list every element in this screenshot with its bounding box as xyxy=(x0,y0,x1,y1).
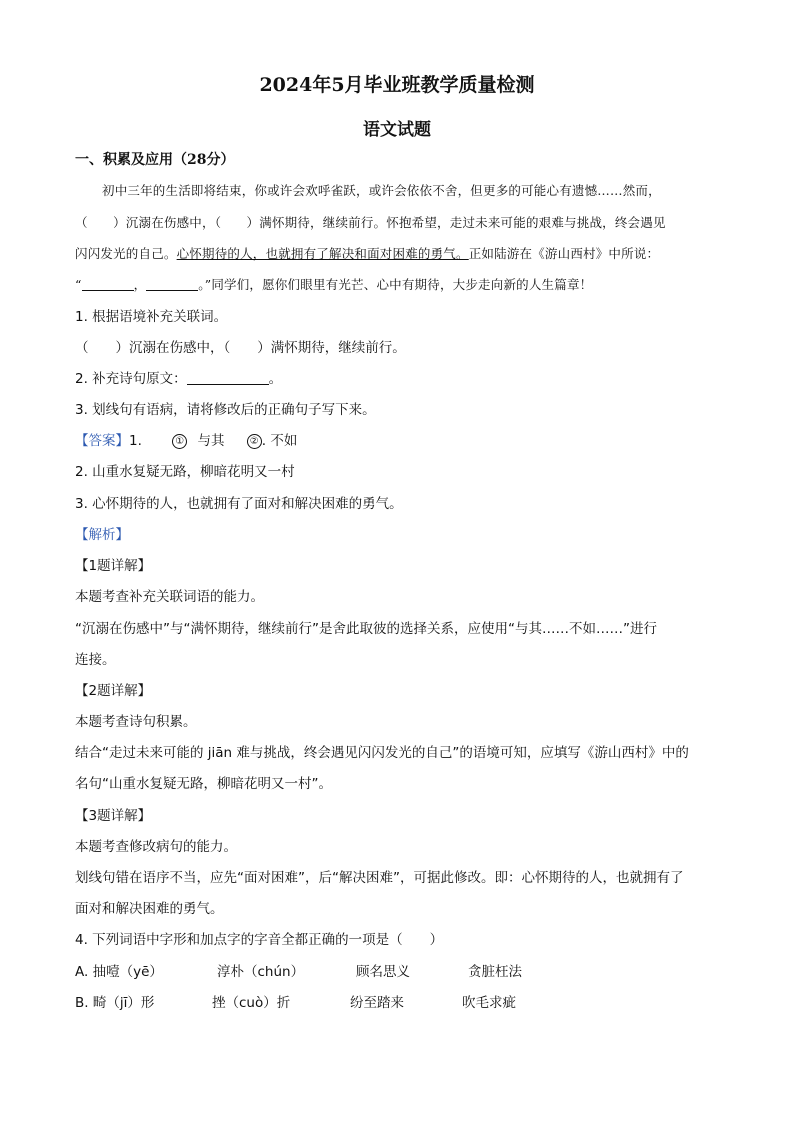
detail-1-text: “沉溺在伤感中”与“满怀期待，继续前行”是舍此取彼的选择关系，应使用“与其……不如……”进行 xyxy=(75,621,657,637)
question-3: 3. 划线句有语病，请将修改后的正确句子写下来。 xyxy=(75,402,376,418)
answer-tag: 【答案】 xyxy=(75,433,129,449)
detail-2-text: 本题考查诗句积累。 xyxy=(75,714,197,730)
question-1: 1. 根据语境补充关联词。 xyxy=(75,309,228,325)
answer-line-3: 3. 心怀期待的人，也就拥有了面对和解决困难的勇气。 xyxy=(75,496,403,512)
answer-blank[interactable] xyxy=(187,370,269,385)
exam-title: 2024年5月毕业班教学质量检测 xyxy=(259,74,535,96)
fill-blank-2[interactable] xyxy=(146,276,198,291)
answer-line-1 xyxy=(75,431,297,451)
option-a-word-2: 淳朴（chún） xyxy=(217,964,305,980)
circled-one: ① xyxy=(172,434,187,449)
passage-line xyxy=(75,244,659,264)
detail-2-heading: 【2题详解】 xyxy=(75,683,152,699)
blank-comma: ， xyxy=(133,277,147,292)
passage-text: 正如陆游在《游山西村》中所说： xyxy=(468,246,660,261)
detail-1-text: 本题考查补充关联词语的能力。 xyxy=(75,589,264,605)
question-2 xyxy=(75,369,282,389)
option-a-word-1: A. 抽噎（yē） xyxy=(75,964,163,980)
option-b-word-4: 吹毛求疵 xyxy=(462,995,516,1011)
passage-line xyxy=(75,275,592,295)
question-2-prefix: 2. 补充诗句原文： xyxy=(75,371,187,387)
answer-number: 1. xyxy=(129,433,142,449)
question-1-line: （ ）沉溺在伤感中，（ ）满怀期待，继续前行。 xyxy=(75,340,406,356)
passage-text: 。”同学们，愿你们眼里有光芒、心中有期待，大步走向新的人生篇章！ xyxy=(198,277,593,292)
answer-2: . 不如 xyxy=(261,433,298,449)
exam-subtitle: 语文试题 xyxy=(363,120,431,140)
section-heading: 一、积累及应用（28分） xyxy=(75,152,235,168)
detail-3-text: 本题考查修改病句的能力。 xyxy=(75,839,237,855)
detail-3-text: 划线句错在语序不当，应先“面对困难”，后“解决困难”，可据此修改。即：心怀期待的人，也就拥有了 xyxy=(75,870,684,886)
answer-1: 与其 xyxy=(197,433,225,449)
option-a-word-3: 顾名思义 xyxy=(356,964,410,980)
question-2-suffix: 。 xyxy=(268,371,283,387)
option-b-word-1: B. 畸（jī）形 xyxy=(75,995,155,1011)
detail-2-text: 结合“走过未来可能的 jiān 难与挑战，终会遇见闪闪发光的自己”的语境可知，应填写《游山西村》中的 xyxy=(75,745,689,761)
detail-1-heading: 【1题详解】 xyxy=(75,558,152,574)
option-a-word-4: 贪脏枉法 xyxy=(468,964,522,980)
detail-3-text: 面对和解决困难的勇气。 xyxy=(75,901,224,917)
answer-line-2: 2. 山重水复疑无路，柳暗花明又一村 xyxy=(75,464,295,480)
detail-1-text: 连接。 xyxy=(75,652,116,668)
option-b-word-3: 纷至踏来 xyxy=(350,995,404,1011)
passage-text: 闪闪发光的自己。 xyxy=(75,246,177,261)
fill-blank-1[interactable] xyxy=(82,276,134,291)
circled-two: ② xyxy=(247,434,262,449)
detail-3-heading: 【3题详解】 xyxy=(75,808,152,824)
underlined-sentence: 心怀期待的人，也就拥有了解决和面对困难的勇气。 xyxy=(176,246,469,261)
question-4: 4. 下列词语中字形和加点字的字音全都正确的一项是（ ） xyxy=(75,932,444,948)
passage-line: （ ）沉溺在伤感中，（ ）满怀期待，继续前行。怀抱希望，走过未来可能的艰难与挑战，终会遇见 xyxy=(75,215,666,230)
analysis-tag: 【解析】 xyxy=(75,527,129,543)
quote-open: “ xyxy=(75,277,82,292)
passage-line: 初中三年的生活即将结束，你或许会欢呼雀跃，或许会依依不舍，但更多的可能心有遗憾……然而， xyxy=(102,183,661,198)
option-b-word-2: 挫（cuò）折 xyxy=(212,995,291,1011)
detail-2-text: 名句“山重水复疑无路，柳暗花明又一村”。 xyxy=(75,776,332,792)
